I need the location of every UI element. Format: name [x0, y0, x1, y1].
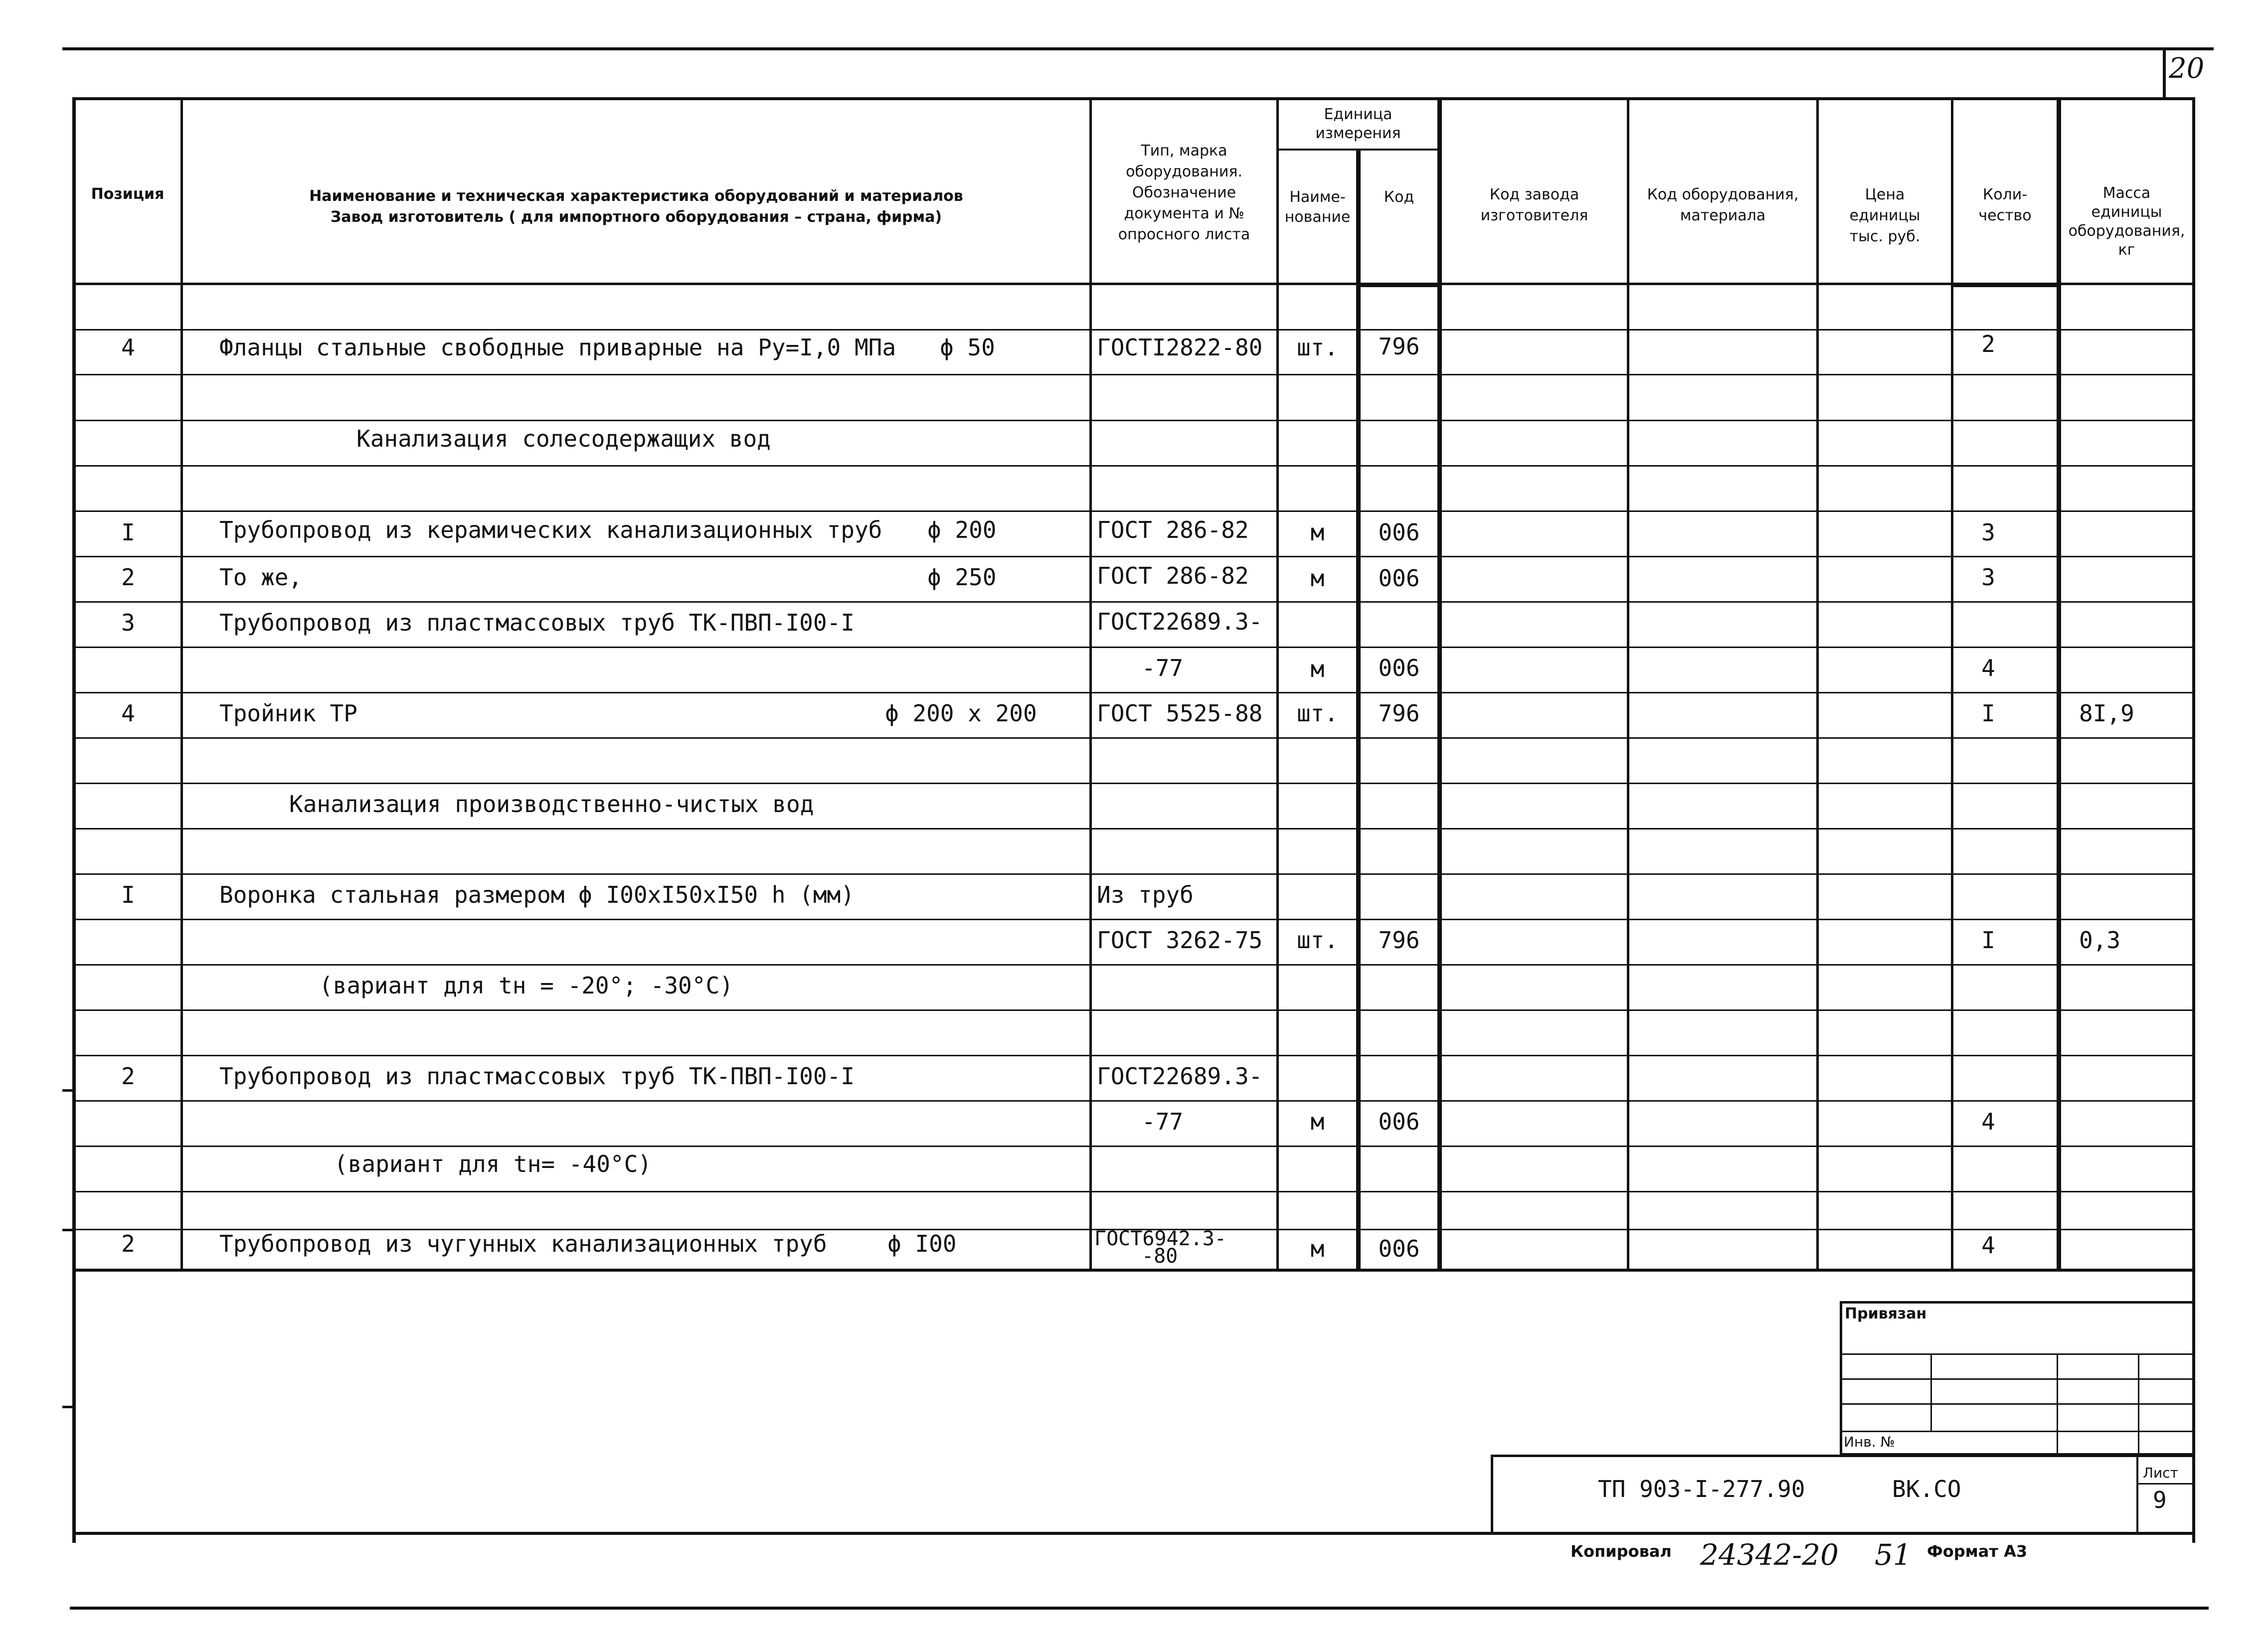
- row-14-type2: -80: [1142, 1245, 1178, 1268]
- col-line-1: [180, 97, 183, 1272]
- row-8-name: Воронка стальная размером ϕ I00xI50xI50 h (мм): [219, 881, 855, 908]
- footer-copied: Копировал: [1570, 1542, 1672, 1561]
- table-bottom: [72, 1269, 2194, 1272]
- row-line: [72, 828, 2194, 829]
- table-top: [72, 97, 2194, 100]
- row-6-code: 796: [1378, 700, 1420, 727]
- row-2-code: 006: [1378, 519, 1420, 546]
- row-12-code: 006: [1378, 1108, 1420, 1135]
- header-type-line1: Тип, марка: [1141, 142, 1227, 160]
- row-0-name: Фланцы стальные свободные приварные на Ру=I,0 МПа: [219, 334, 896, 361]
- header-bottom: [72, 283, 2194, 285]
- row-5-unit: м: [1310, 656, 1325, 682]
- col-line-6: [1627, 97, 1629, 1272]
- row-5-code: 006: [1378, 655, 1420, 681]
- unit-group-line: [1276, 149, 1441, 151]
- row-2-qty: 3: [1981, 519, 1995, 546]
- row-2-pos: I: [121, 519, 135, 546]
- row-6-unit: шт.: [1296, 700, 1339, 727]
- col-line-2: [1089, 97, 1092, 1272]
- row-12-type: -77: [1142, 1108, 1184, 1135]
- row-6-name: Тройник ТР: [219, 700, 357, 727]
- row-line: [72, 374, 2194, 375]
- col-line-4: [1356, 150, 1361, 1272]
- row-5-qty: 4: [1981, 655, 1995, 681]
- header-equip-code-line2: материала: [1680, 207, 1766, 224]
- row-3-code: 006: [1378, 565, 1420, 592]
- row-2-name: Трубопровод из керамических канализационных труб: [219, 516, 882, 543]
- row-14-code: 006: [1378, 1235, 1420, 1262]
- col-line-9: [2057, 97, 2061, 1272]
- header-qty-line2: чество: [1978, 207, 2032, 224]
- doc-code: ТП 903-I-277.90: [1598, 1476, 1805, 1502]
- frame-left: [72, 97, 76, 1543]
- margin-tick: [62, 1089, 73, 1092]
- header-position: Позиция: [91, 185, 165, 203]
- row-12-qty: 4: [1981, 1108, 1995, 1135]
- header-price-line3: тыс. руб.: [1849, 228, 1920, 245]
- row-line: [72, 1191, 2194, 1192]
- margin-tick: [62, 1406, 73, 1408]
- row-6-pos: 4: [121, 700, 135, 727]
- row-9-type: ГОСТ 3262-75: [1097, 927, 1263, 954]
- header-name-line1: Наименование и техническая характеристика оборудований и материалов: [309, 187, 963, 205]
- sheet-label-line: [2136, 1483, 2192, 1485]
- footer-page-number: 51: [1875, 1538, 1912, 1572]
- row-6-dim: ϕ 200 x 200: [885, 700, 1037, 727]
- row-3-unit: м: [1310, 565, 1325, 592]
- bold-top-unit: [1356, 283, 1442, 287]
- header-price-line2: единицы: [1849, 207, 1920, 224]
- row-0-unit: шт.: [1296, 334, 1339, 361]
- row-0-code: 796: [1378, 333, 1420, 360]
- header-equip-code-line1: Код оборудования,: [1647, 186, 1799, 203]
- row-8-type: Из труб: [1097, 881, 1194, 908]
- row-4-pos: 3: [121, 609, 135, 636]
- variant-note: (вариант для tн = -20°; -30°С): [319, 972, 733, 999]
- header-unit-code: Код: [1384, 188, 1414, 206]
- footer-format: Формат А3: [1927, 1542, 2028, 1561]
- section-title: Канализация солесодержащих вод: [356, 425, 771, 452]
- row-2-dim: ϕ 200: [927, 516, 997, 543]
- row-2-type: ГОСТ 286-82: [1097, 516, 1249, 543]
- frame-right-top: [2163, 50, 2166, 99]
- row-6-type: ГОСТ 5525-88: [1097, 700, 1263, 727]
- row-line: [72, 737, 2194, 739]
- header-name-line2: Завод изготовитель ( для импортного оборудования – страна, фирма): [330, 208, 942, 226]
- row-14-name: Трубопровод из чугунных канализационных труб: [219, 1230, 827, 1257]
- row-9-unit: шт.: [1296, 927, 1339, 954]
- sheet-label: Лист: [2143, 1465, 2178, 1481]
- row-2-unit: м: [1310, 519, 1325, 546]
- header-qty-line1: Коли-: [1982, 186, 2028, 203]
- row-3-dim: ϕ 250: [927, 564, 997, 591]
- stamp-attached-label: Привязан: [1845, 1305, 1927, 1322]
- row-line: [72, 647, 2194, 648]
- row-9-code: 796: [1378, 927, 1420, 954]
- sheet-label-divider: [2136, 1455, 2138, 1534]
- margin-tick: [62, 1229, 73, 1231]
- header-plant-code-line1: Код завода: [1489, 186, 1579, 203]
- header-unit-group-line1: Единица: [1324, 106, 1393, 123]
- row-4-name: Трубопровод из пластмассовых труб ТК-ПВП-I00-I: [219, 609, 855, 636]
- sheet-number-top: 20: [2169, 52, 2205, 85]
- stamp-col: [1930, 1353, 1932, 1431]
- row-0-dim: ϕ 50: [940, 334, 995, 361]
- doc-mark: ВК.СО: [1892, 1476, 1961, 1502]
- row-6-mass: 8I,9: [2079, 700, 2134, 727]
- row-11-type: ГОСТ22689.3-: [1097, 1063, 1263, 1090]
- row-9-mass: 0,3: [2079, 927, 2121, 954]
- row-3-pos: 2: [121, 564, 135, 591]
- row-9-qty: I: [1981, 927, 1995, 954]
- sheet-number: 9: [2153, 1486, 2167, 1513]
- row-12-unit: м: [1310, 1108, 1325, 1135]
- doc-code-box: [1491, 1455, 2194, 1534]
- row-line: [72, 1009, 2194, 1011]
- row-14-unit: м: [1310, 1235, 1325, 1262]
- row-0-qty: 2: [1981, 330, 1995, 357]
- header-type-line2: оборудования.: [1126, 163, 1242, 180]
- row-5-type: -77: [1142, 655, 1184, 681]
- stamp-inv-label: Инв. №: [1844, 1434, 1895, 1450]
- header-mass-line1: Масса: [2102, 184, 2151, 202]
- row-6-qty: I: [1981, 700, 1995, 727]
- row-14-qty: 4: [1981, 1231, 1995, 1259]
- col-line-5: [1437, 97, 1442, 1272]
- variant-note: (вариант для tн= -40°С): [334, 1151, 652, 1177]
- row-line: [72, 465, 2194, 467]
- row-3-type: ГОСТ 286-82: [1097, 562, 1249, 589]
- header-unit-name-line1: Наиме-: [1289, 188, 1346, 206]
- row-14-type: ГОСТ6942.3-: [1094, 1227, 1226, 1250]
- row-4-type: ГОСТ22689.3-: [1097, 608, 1263, 635]
- row-8-pos: I: [121, 881, 135, 908]
- header-unit-name-line2: нование: [1284, 208, 1351, 226]
- stamp-col: [2057, 1353, 2058, 1456]
- header-type-line4: документа и №: [1124, 205, 1244, 222]
- row-3-qty: 3: [1981, 564, 1995, 591]
- bottom-rule: [70, 1607, 2209, 1610]
- stamp-col: [2138, 1353, 2139, 1456]
- row-0-type: ГОСТI2822-80: [1097, 334, 1263, 361]
- top-rule: [62, 47, 2214, 50]
- header-mass-line2: единицы: [2091, 203, 2162, 221]
- header-type-line3: Обозначение: [1132, 184, 1236, 201]
- row-0-pos: 4: [121, 334, 135, 361]
- header-price-line1: Цена: [1865, 186, 1905, 203]
- row-11-pos: 2: [121, 1063, 135, 1090]
- col-line-7: [1816, 97, 1819, 1272]
- section-title: Канализация производственно-чистых вод: [289, 791, 814, 818]
- header-type-line5: опросного листа: [1118, 226, 1250, 243]
- footer-order-number: 24342-20: [1700, 1538, 1839, 1572]
- row-14-pos: 2: [121, 1230, 135, 1257]
- bold-top-qty: [1951, 283, 2061, 287]
- header-mass-line3: оборудования,: [2068, 222, 2185, 240]
- row-14-dim: ϕ I00: [887, 1230, 957, 1257]
- row-line: [72, 1100, 2194, 1102]
- row-3-name: То же,: [219, 564, 303, 591]
- header-plant-code-line2: изготовителя: [1480, 207, 1588, 224]
- header-mass-line4: кг: [2118, 241, 2135, 259]
- row-11-name: Трубопровод из пластмассовых труб ТК-ПВП-I00-I: [219, 1063, 855, 1090]
- header-unit-group-line2: измерения: [1315, 125, 1401, 142]
- frame-right: [2192, 97, 2195, 1543]
